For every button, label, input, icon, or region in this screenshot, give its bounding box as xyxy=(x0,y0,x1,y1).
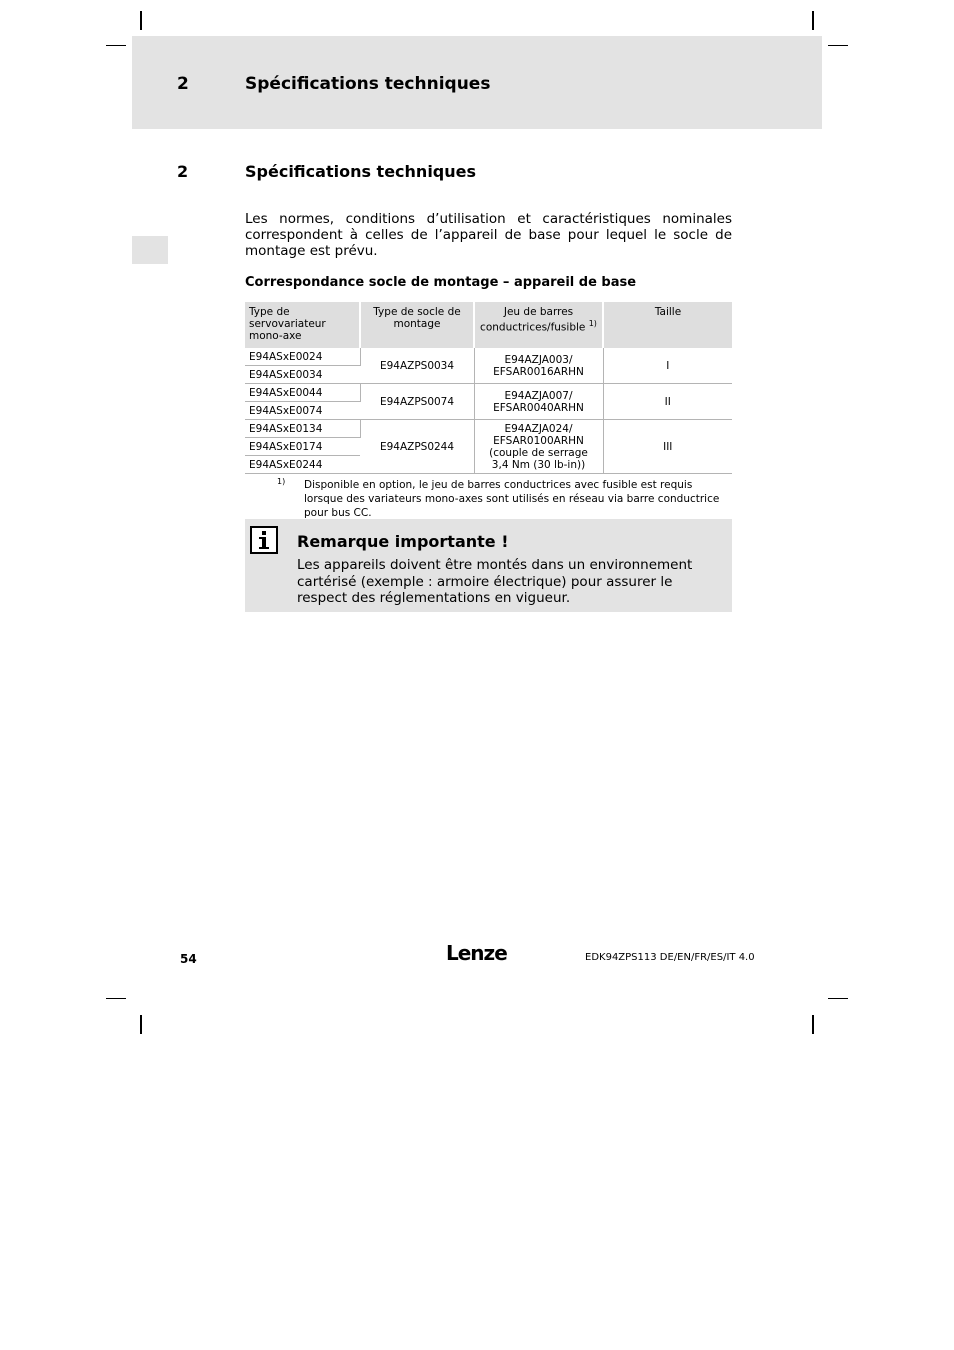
crop-mark xyxy=(106,45,126,46)
busbar-line: EFSAR0100ARHN xyxy=(493,434,584,447)
busbar-line: 3,4 Nm (30 lb-in)) xyxy=(491,458,586,471)
socle-cell: E94AZPS0034 xyxy=(360,348,474,384)
busbar-line: (couple de serrage xyxy=(489,446,588,459)
document-reference: EDK94ZPS113 DE/EN/FR/ES/IT 4.0 xyxy=(585,952,755,963)
busbar-cell xyxy=(474,420,603,474)
device-cell: E94ASxE0034 xyxy=(245,366,360,384)
device-cell: E94ASxE0174 xyxy=(245,438,360,456)
lenze-logo: Lenze xyxy=(446,941,507,965)
header-device-type: Type de servovariateur mono-axe xyxy=(245,302,360,348)
table-header-row xyxy=(245,302,732,348)
header-title: Spécifications techniques xyxy=(245,74,491,94)
header-busbar-label: Jeu de barres conductrices/fusible xyxy=(480,306,586,334)
size-cell: III xyxy=(603,420,732,474)
footnote-mark: 1) xyxy=(277,477,286,486)
busbar-line: E94AZJA007/ xyxy=(504,389,573,402)
footnote-ref: 1) xyxy=(588,319,597,328)
header-busbar xyxy=(474,302,603,348)
note-text: Les appareils doivent être montés dans un environnement cartérisé (exemple : armoire électrique) pour assurer le respect des réglementations en vigueur. xyxy=(297,557,693,606)
busbar-line: E94AZJA003/ xyxy=(504,353,573,366)
info-icon xyxy=(250,526,278,554)
busbar-cell xyxy=(474,348,603,384)
size-cell: II xyxy=(603,384,732,420)
busbar-cell xyxy=(474,384,603,420)
header-size: Taille xyxy=(603,302,732,348)
device-cell: E94ASxE0244 xyxy=(245,456,360,474)
crop-mark xyxy=(140,11,142,30)
intro-paragraph: Les normes, conditions d’utilisation et caractéristiques nominales correspondent à celles de l’appareil de base pour lequel le socle de montage est prévu. xyxy=(245,211,732,259)
device-cell: E94ASxE0074 xyxy=(245,402,360,420)
header-number: 2 xyxy=(177,74,189,94)
table-row xyxy=(245,348,732,366)
table-row xyxy=(245,384,732,402)
header-socle-type: Type de socle de montage xyxy=(360,302,474,348)
page-number: 54 xyxy=(180,952,197,966)
busbar-line: E94AZJA024/ xyxy=(504,422,573,435)
device-cell: E94ASxE0024 xyxy=(245,348,360,366)
footnote-text: Disponible en option, le jeu de barres conductrices avec fusible est requis lorsque des variateurs mono-axes sont utilisés en réseau via barre conductrice pour bus CC. xyxy=(304,479,720,519)
busbar-line: EFSAR0040ARHN xyxy=(493,401,584,414)
crop-mark xyxy=(812,1015,814,1034)
important-note-box xyxy=(245,519,732,612)
section-number: 2 xyxy=(177,162,189,181)
table-row xyxy=(245,420,732,438)
socle-cell: E94AZPS0244 xyxy=(360,420,474,474)
crop-mark xyxy=(828,998,848,999)
side-tab-marker xyxy=(132,236,168,264)
table-subheading: Correspondance socle de montage – appareil de base xyxy=(245,275,637,290)
spec-table xyxy=(245,302,732,474)
device-cell: E94ASxE0134 xyxy=(245,420,360,438)
device-cell: E94ASxE0044 xyxy=(245,384,360,402)
size-cell: I xyxy=(603,348,732,384)
socle-cell: E94AZPS0074 xyxy=(360,384,474,420)
note-title: Remarque importante ! xyxy=(297,532,509,551)
busbar-line: EFSAR0016ARHN xyxy=(493,365,584,378)
section-title: Spécifications techniques xyxy=(245,162,477,181)
crop-mark xyxy=(140,1015,142,1034)
crop-mark xyxy=(106,998,126,999)
crop-mark xyxy=(828,45,848,46)
crop-mark xyxy=(812,11,814,30)
